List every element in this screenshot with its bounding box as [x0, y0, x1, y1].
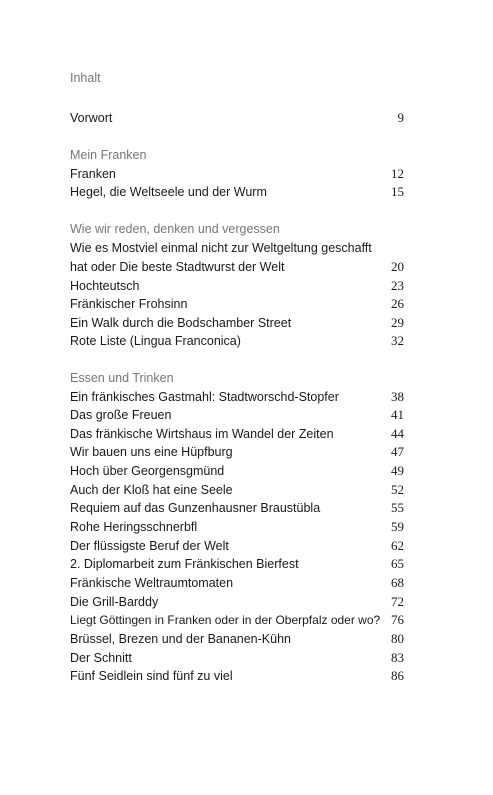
toc-entry-page: 38	[391, 389, 404, 404]
toc-entry[interactable]	[70, 239, 404, 257]
toc-entry[interactable]	[70, 295, 404, 313]
toc-entry-page: 65	[391, 556, 404, 571]
toc-entry-title: Vorwort	[70, 111, 113, 125]
toc-entry[interactable]	[70, 332, 404, 350]
toc-entry[interactable]	[70, 388, 404, 406]
section-heading-wie-wir-reden: Wie wir reden, denken und vergessen	[70, 222, 280, 236]
toc-entry[interactable]	[70, 165, 404, 183]
toc-entry[interactable]	[70, 406, 404, 424]
toc-entry[interactable]	[70, 593, 404, 611]
toc-entry-page: 80	[391, 631, 404, 646]
toc-entry[interactable]	[70, 649, 404, 667]
toc-entry[interactable]	[70, 555, 404, 573]
toc-entry-page: 59	[391, 519, 404, 534]
toc-entry-page: 29	[391, 315, 404, 330]
toc-entry[interactable]	[70, 443, 404, 461]
toc-entry-page: 32	[391, 333, 404, 348]
toc-entry[interactable]	[70, 314, 404, 332]
toc-entry-title: Der flüssigste Beruf der Welt	[70, 539, 229, 553]
toc-entry-title: Fränkische Weltraumtomaten	[70, 576, 234, 590]
toc-entry[interactable]	[70, 518, 404, 536]
toc-entry[interactable]	[70, 425, 404, 443]
toc-entry-page: 26	[391, 296, 404, 311]
toc-entry-title: Ein Walk durch die Bodschamber Street	[70, 316, 292, 330]
toc-entry-title: Rote Liste (Lingua Franconica)	[70, 334, 241, 348]
toc-entry-page: 47	[391, 444, 404, 459]
toc-entry-title: Rohe Heringsschnerbfl	[70, 520, 198, 534]
toc-entry-title: Liegt Göttingen in Franken oder in der Oberpfalz oder wo?	[70, 613, 381, 627]
section-heading-mein-franken: Mein Franken	[70, 148, 147, 162]
toc-entry-page: 72	[391, 594, 404, 609]
toc-entry-title: Franken	[70, 167, 116, 181]
toc-entry-page: 20	[391, 259, 404, 274]
toc-entry-page: 52	[391, 482, 404, 497]
toc-entry[interactable]	[70, 499, 404, 517]
toc-entry-page: 49	[391, 463, 404, 478]
toc-entry-title: Der Schnitt	[70, 651, 132, 665]
toc-entry-title: Auch der Kloß hat eine Seele	[70, 483, 233, 497]
toc-entry-page: 15	[391, 184, 404, 199]
toc-entry-page: 76	[391, 612, 404, 627]
toc-entry-page: 62	[391, 538, 404, 553]
page-title: Inhalt	[70, 71, 101, 85]
toc-entry-page: 12	[391, 166, 404, 181]
toc-entry[interactable]	[70, 481, 404, 499]
toc-entry[interactable]	[70, 277, 404, 295]
toc-entry-title: Hoch über Georgensgmünd	[70, 464, 225, 478]
toc-entry-title: Wir bauen uns eine Hüpfburg	[70, 445, 233, 459]
toc-entry-title: Das fränkische Wirtshaus im Wandel der Zeiten	[70, 427, 334, 441]
toc-entry[interactable]	[70, 667, 404, 685]
toc-entry-page: 9	[397, 110, 404, 125]
toc-entry-title: hat oder Die beste Stadtwurst der Welt	[70, 260, 285, 274]
toc-entry[interactable]	[70, 462, 404, 480]
toc-entry-page: 86	[391, 668, 404, 683]
toc-entry-page: 23	[391, 278, 404, 293]
toc-entry[interactable]	[70, 611, 404, 629]
toc-entry[interactable]	[70, 630, 404, 648]
toc-entry-page: 55	[391, 500, 404, 515]
toc-entry-title: Fünf Seidlein sind fünf zu viel	[70, 669, 233, 683]
toc-entry-vorwort[interactable]	[70, 109, 404, 127]
toc-entry-title: Hochteutsch	[70, 279, 140, 293]
toc-entry-page: 44	[391, 426, 404, 441]
toc-entry-page: 68	[391, 575, 404, 590]
toc-entry-title: Ein fränkisches Gastmahl: Stadtworschd-Stopfer	[70, 390, 339, 404]
toc-entry[interactable]	[70, 183, 404, 201]
toc-entry-page: 41	[391, 407, 404, 422]
toc-entry[interactable]	[70, 258, 404, 276]
toc-entry-page: 83	[391, 650, 404, 665]
toc-entry-title: Das große Freuen	[70, 408, 172, 422]
toc-entry-title: Wie es Mostviel einmal nicht zur Weltgeltung geschafft	[70, 241, 372, 255]
toc-entry[interactable]	[70, 537, 404, 555]
toc-entry[interactable]	[70, 574, 404, 592]
section-heading-essen-und-trinken: Essen und Trinken	[70, 371, 174, 385]
toc-entry-title: Requiem auf das Gunzenhausner Braustübla	[70, 501, 321, 515]
toc-entry-title: Brüssel, Brezen und der Bananen-Kühn	[70, 632, 291, 646]
toc-entry-title: 2. Diplomarbeit zum Fränkischen Bierfest	[70, 557, 299, 571]
toc-entry-title: Hegel, die Weltseele und der Wurm	[70, 185, 267, 199]
toc-entry-title: Die Grill-Barddy	[70, 595, 159, 609]
toc-entry-title: Fränkischer Frohsinn	[70, 297, 188, 311]
